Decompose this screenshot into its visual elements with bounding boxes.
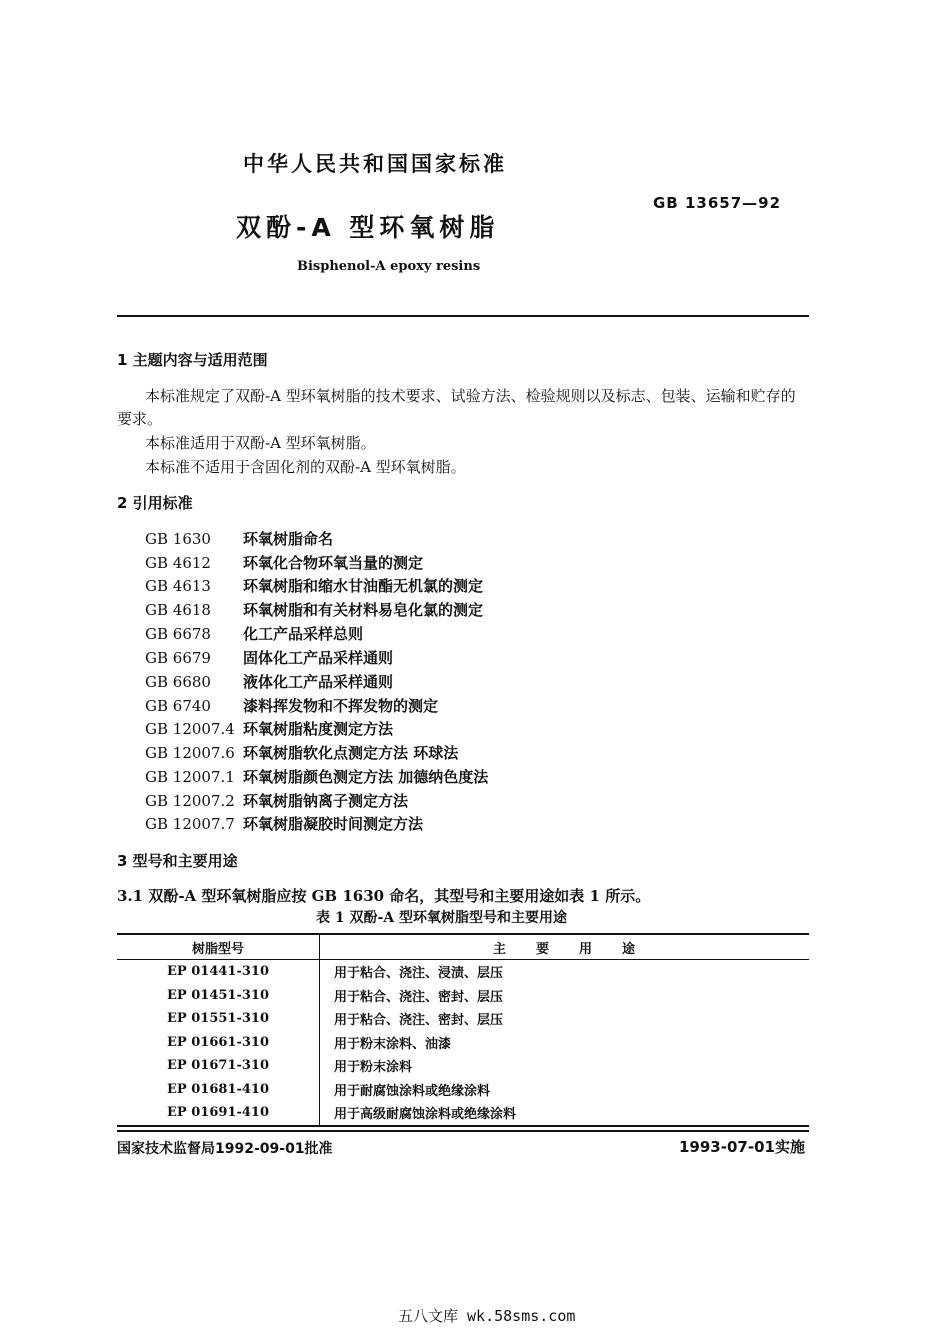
table-header-row xyxy=(117,934,809,960)
reference-item xyxy=(145,718,393,739)
table-row xyxy=(117,984,809,1008)
table-row xyxy=(117,1078,809,1102)
reference-code: GB 6680 xyxy=(145,673,211,691)
reference-title: 化工产品采样总则 xyxy=(243,625,364,643)
reference-code: GB 6678 xyxy=(145,625,211,643)
reference-code: GB 12007.7 xyxy=(145,815,235,833)
footer-divider xyxy=(117,1130,809,1132)
reference-item xyxy=(145,742,458,763)
table-row xyxy=(117,1101,809,1126)
table-cell-model: EP 01691-410 xyxy=(117,1101,320,1126)
reference-code: GB 12007.2 xyxy=(145,792,235,810)
table-cell-usage: 用于粘合、浇注、浸渍、层压 xyxy=(334,966,504,982)
table-cell-usage: 用于耐腐蚀涂料或绝缘涂料 xyxy=(334,1083,491,1099)
table-cell-model: EP 01451-310 xyxy=(117,984,320,1008)
section-1-paragraph-3: 本标准不适用于含固化剂的双酚-A 型环氧树脂。 xyxy=(145,458,466,476)
org-title: 中华人民共和国国家标准 xyxy=(243,152,507,176)
reference-code: GB 4612 xyxy=(145,554,211,572)
table-cell-usage: 用于高级耐腐蚀涂料或绝缘涂料 xyxy=(320,1101,810,1126)
reference-item xyxy=(145,647,393,668)
reference-title: 液体化工产品采样通则 xyxy=(243,673,394,691)
section-1-paragraph-1-line-2: 要求。 xyxy=(117,410,163,428)
section-1-paragraph-1-line-1: 本标准规定了双酚-A 型环氧树脂的技术要求、试验方法、检验规则以及标志、包装、运输和贮存的 xyxy=(145,387,796,405)
reference-title: 环氧树脂钠离子测定方法 xyxy=(243,792,409,810)
table-cell-model: EP 01551-310 xyxy=(117,1007,320,1031)
table-cell-model: EP 01441-310 xyxy=(117,960,320,984)
reference-item xyxy=(145,528,333,549)
reference-title: 环氧树脂粘度测定方法 xyxy=(243,720,394,738)
document-title-english: Bisphenol-A epoxy resins xyxy=(297,259,481,274)
table-cell-usage: 用于粉末涂料 xyxy=(334,1060,413,1076)
reference-code: GB 12007.1 xyxy=(145,768,235,786)
standard-number: GB 13657—92 xyxy=(653,194,782,212)
table-cell-model: EP 01671-310 xyxy=(117,1054,320,1078)
reference-item xyxy=(145,575,483,596)
effective-date-text: 1993-07-01实施 xyxy=(679,1138,805,1156)
reference-title: 环氧化合物环氧当量的测定 xyxy=(243,554,424,572)
reference-item xyxy=(145,766,488,787)
reference-title: 环氧树脂颜色测定方法 加德纳色度法 xyxy=(243,768,489,786)
reference-code: GB 1630 xyxy=(145,530,211,548)
reference-title: 环氧树脂和有关材料易皂化氯的测定 xyxy=(243,601,484,619)
table-row xyxy=(117,960,809,984)
table-row xyxy=(117,1031,809,1055)
watermark-text: 五八文库 wk.58sms.com xyxy=(398,1307,576,1325)
section-1-paragraph-2: 本标准适用于双酚-A 型环氧树脂。 xyxy=(145,434,376,452)
reference-title: 环氧树脂和缩水甘油酯无机氯的测定 xyxy=(243,577,484,595)
table-row xyxy=(117,1007,809,1031)
table-cell-model: EP 01661-310 xyxy=(117,1031,320,1055)
table-header-model: 树脂型号 xyxy=(117,934,320,960)
reference-title: 漆料挥发物和不挥发物的测定 xyxy=(243,697,439,715)
reference-code: GB 6679 xyxy=(145,649,211,667)
table-cell-usage: 用于粉末涂料、油漆 xyxy=(334,1036,452,1052)
section-2-heading: 2 引用标准 xyxy=(117,494,193,512)
header-divider xyxy=(117,315,809,317)
reference-title: 环氧树脂凝胶时间测定方法 xyxy=(243,815,424,833)
reference-item xyxy=(145,599,483,620)
table-cell-usage: 用于粘合、浇注、密封、层压 xyxy=(334,1013,504,1029)
reference-title: 环氧树脂软化点测定方法 环球法 xyxy=(243,744,459,762)
reference-item xyxy=(145,671,393,692)
reference-item xyxy=(145,552,423,573)
reference-code: GB 12007.4 xyxy=(145,720,235,738)
section-3-heading: 3 型号和主要用途 xyxy=(117,852,238,870)
table-caption: 表 1 双酚-A 型环氧树脂型号和主要用途 xyxy=(316,910,568,926)
table-cell-usage: 用于粘合、浇注、密封、层压 xyxy=(334,989,504,1005)
reference-title: 环氧树脂命名 xyxy=(243,530,334,548)
reference-item xyxy=(145,813,423,834)
reference-title: 固体化工产品采样通则 xyxy=(243,649,394,667)
reference-code: GB 4618 xyxy=(145,601,211,619)
reference-code: GB 12007.6 xyxy=(145,744,235,762)
table-cell-model: EP 01681-410 xyxy=(117,1078,320,1102)
table-row xyxy=(117,1054,809,1078)
document-title: 双酚-A 型环氧树脂 xyxy=(236,213,500,242)
reference-item xyxy=(145,790,408,811)
section-1-heading: 1 主题内容与适用范围 xyxy=(117,351,268,369)
reference-item xyxy=(145,623,363,644)
resin-type-table xyxy=(117,933,809,1127)
reference-item xyxy=(145,695,438,716)
table-header-usage: 主要用途 xyxy=(320,934,810,960)
reference-code: GB 4613 xyxy=(145,577,211,595)
approval-text: 国家技术监督局1992-09-01批准 xyxy=(117,1141,333,1157)
reference-code: GB 6740 xyxy=(145,697,211,715)
section-3-1-text: 3.1 双酚-A 型环氧树脂应按 GB 1630 命名，其型号和主要用途如表 1 所示。 xyxy=(117,887,651,905)
